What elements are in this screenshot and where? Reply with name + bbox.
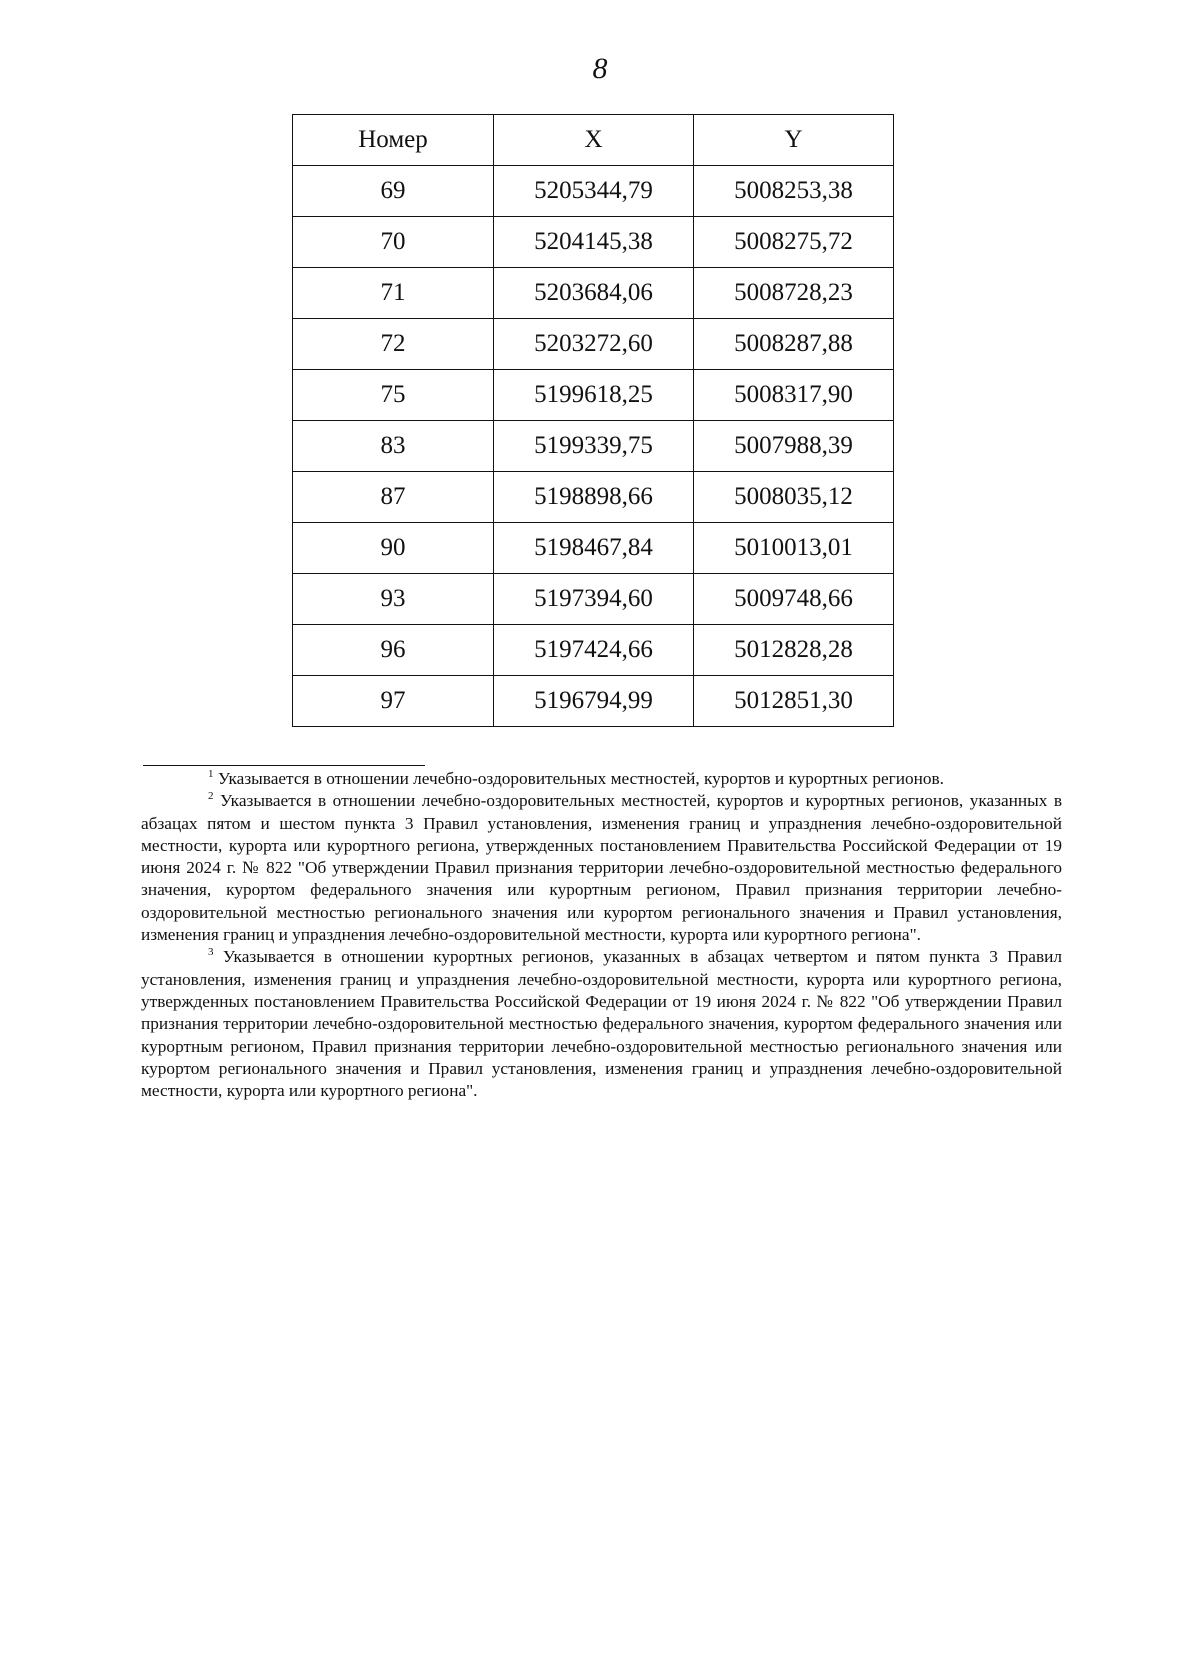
footnotes xyxy=(141,768,1062,1102)
header-number: Номер xyxy=(293,115,494,166)
cell-number: 72 xyxy=(293,319,494,370)
cell-x: 5197394,60 xyxy=(494,574,694,625)
cell-number: 83 xyxy=(293,421,494,472)
cell-number: 71 xyxy=(293,268,494,319)
cell-x: 5198467,84 xyxy=(494,523,694,574)
footnote-text: Указывается в отношении лечебно-оздоровительных местностей, курортов и курортных регионов, указанных в абзацах пятом и шестом пункта 3 Правил установления, изменения границ и упразднения лечебно-оздоровительной местности, курорта или курортного региона, утвержденных постановлением Правительства Российской Федерации от 19 июня 2024 г. № 822 "Об утверждении Правил признания территории лечебно-оздоровительной местностью федерального значения, курортом федерального значения или курортным регионом, Правил признания территории лечебно-оздоровительной местностью регионального значения или курортом регионального значения и Правил установления, изменения границ и упразднения лечебно-оздоровительной местности, курорта или курортного региона". xyxy=(141,791,1063,945)
cell-y: 5009748,66 xyxy=(694,574,894,625)
cell-number: 87 xyxy=(293,472,494,523)
footnote-1 xyxy=(141,768,1062,790)
cell-number: 90 xyxy=(293,523,494,574)
footnote-separator xyxy=(143,765,425,766)
footnote-text: Указывается в отношении курортных регионов, указанных в абзацах четвертом и пятом пункта 3 Правил установления, изменения границ и упразднения лечебно-оздоровительной местности, курорта или курортного региона, утвержденных постановлением Правительства Российской Федерации от 19 июня 2024 г. № 822 "Об утверждении Правил признания территории лечебно-оздоровительной местностью федерального значения, курортом федерального значения или курортным регионом, Правил признания территории лечебно-оздоровительной местностью регионального значения или курортом регионального значения и Правил установления, изменения границ и упразднения лечебно-оздоровительной местности, курорта или курортного региона". xyxy=(141,947,1062,1101)
header-x: X xyxy=(494,115,694,166)
cell-number: 69 xyxy=(293,166,494,217)
table-row xyxy=(293,370,894,421)
page-number: 8 xyxy=(592,52,608,85)
footnote-3 xyxy=(141,946,1062,1102)
footnote-text: Указывается в отношении лечебно-оздоровительных местностей, курортов и курортных регионов. xyxy=(217,769,944,788)
coordinates-table xyxy=(292,114,894,727)
cell-number: 97 xyxy=(293,676,494,727)
header-y: Y xyxy=(694,115,894,166)
cell-number: 96 xyxy=(293,625,494,676)
cell-x: 5196794,99 xyxy=(494,676,694,727)
table-row xyxy=(293,472,894,523)
cell-x: 5205344,79 xyxy=(494,166,694,217)
footnote-mark: 1 xyxy=(208,768,214,781)
cell-y: 5008728,23 xyxy=(694,268,894,319)
table-row xyxy=(293,319,894,370)
table-row xyxy=(293,421,894,472)
table-row xyxy=(293,523,894,574)
table-row xyxy=(293,676,894,727)
cell-y: 5007988,39 xyxy=(694,421,894,472)
table-header-row xyxy=(293,115,894,166)
cell-x: 5198898,66 xyxy=(494,472,694,523)
table-row xyxy=(293,574,894,625)
cell-y: 5008317,90 xyxy=(694,370,894,421)
cell-y: 5012851,30 xyxy=(694,676,894,727)
cell-x: 5203272,60 xyxy=(494,319,694,370)
cell-x: 5199618,25 xyxy=(494,370,694,421)
footnote-mark: 3 xyxy=(208,946,214,959)
cell-y: 5010013,01 xyxy=(694,523,894,574)
cell-y: 5008287,88 xyxy=(694,319,894,370)
cell-y: 5008035,12 xyxy=(694,472,894,523)
table-row xyxy=(293,217,894,268)
footnote-2 xyxy=(141,790,1062,946)
cell-number: 70 xyxy=(293,217,494,268)
table-row xyxy=(293,166,894,217)
cell-x: 5203684,06 xyxy=(494,268,694,319)
cell-x: 5204145,38 xyxy=(494,217,694,268)
cell-y: 5012828,28 xyxy=(694,625,894,676)
table-row xyxy=(293,625,894,676)
footnote-mark: 2 xyxy=(208,790,214,803)
cell-x: 5197424,66 xyxy=(494,625,694,676)
cell-y: 5008275,72 xyxy=(694,217,894,268)
cell-x: 5199339,75 xyxy=(494,421,694,472)
cell-number: 75 xyxy=(293,370,494,421)
table-row xyxy=(293,268,894,319)
cell-number: 93 xyxy=(293,574,494,625)
cell-y: 5008253,38 xyxy=(694,166,894,217)
